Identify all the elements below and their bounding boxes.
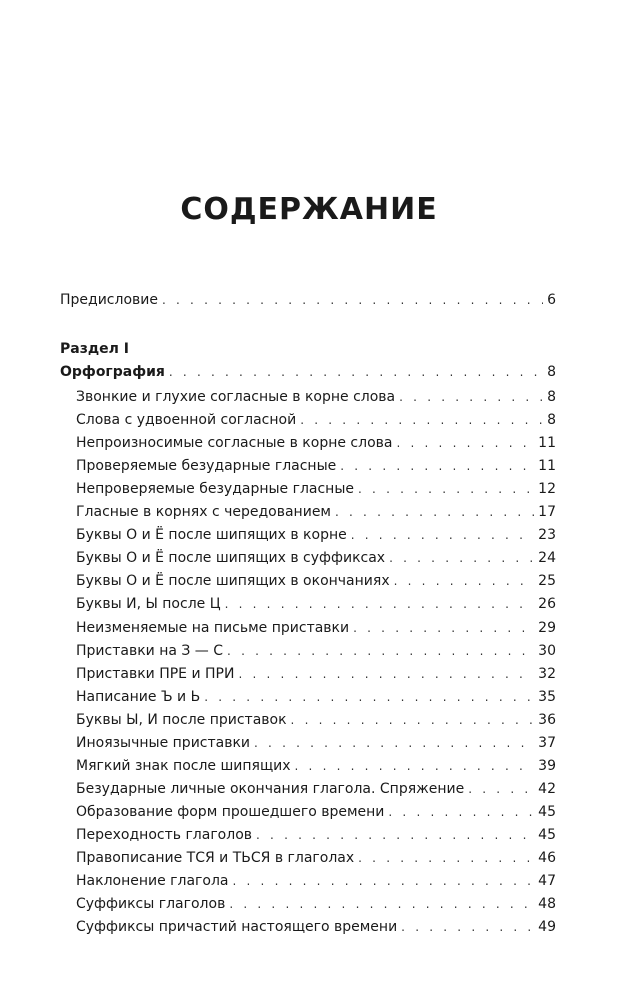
dot-leader (396, 433, 534, 453)
toc-entry[interactable] (76, 525, 556, 545)
toc-entry-title: Наклонение глагола (76, 873, 229, 889)
toc-entry[interactable] (76, 871, 556, 891)
toc-entry-page: 25 (538, 573, 556, 589)
toc-entry-page: 8 (547, 412, 556, 428)
toc-entry[interactable] (76, 618, 556, 638)
toc-entry-page: 49 (538, 919, 556, 935)
dot-leader (225, 594, 535, 614)
toc-entry-page: 35 (538, 689, 556, 705)
toc-entry[interactable] (76, 456, 556, 476)
toc-entry-title: Суффиксы причастий настоящего времени (76, 919, 398, 935)
dot-leader (238, 664, 534, 684)
toc-entry-title: Написание Ъ и Ь (76, 689, 201, 705)
toc-entry-page: 11 (538, 458, 556, 474)
toc-entry-page: 23 (538, 527, 556, 543)
toc-entry[interactable] (76, 641, 556, 661)
toc-entry-title: Суффиксы глаголов (76, 896, 226, 912)
toc-entry-page: 45 (538, 804, 556, 820)
dot-leader (358, 479, 534, 499)
toc-entry-title: Орфография (60, 364, 165, 380)
toc-entry[interactable] (76, 479, 556, 499)
toc-entry-page: 46 (538, 850, 556, 866)
dot-leader (291, 710, 535, 730)
toc-entry[interactable] (76, 917, 556, 937)
toc-entry-page: 45 (538, 827, 556, 843)
toc-entry-page: 11 (538, 435, 556, 451)
toc-entry-title: Буквы Ы, И после приставок (76, 712, 287, 728)
toc-entry-page: 30 (538, 643, 556, 659)
toc-entry[interactable] (76, 571, 556, 591)
toc-entry-page: 36 (538, 712, 556, 728)
toc-entry-title: Непроверяемые безударные гласные (76, 481, 355, 497)
toc-entry-page: 47 (538, 873, 556, 889)
dot-leader (300, 410, 543, 430)
dot-leader (256, 825, 534, 845)
page-title: СОДЕРЖАНИЕ (180, 192, 438, 227)
toc-entry-chapter[interactable] (60, 362, 556, 382)
toc-entry-title: Гласные в корнях с чередованием (76, 504, 331, 520)
dot-leader (229, 894, 534, 914)
dot-leader (227, 641, 534, 661)
toc-entry-page: 32 (538, 666, 556, 682)
dot-leader (204, 687, 534, 707)
dot-leader (399, 387, 543, 407)
toc-entry-title: Проверяемые безударные гласные (76, 458, 337, 474)
toc-entry-title: Звонкие и глухие согласные в корне слова (76, 389, 396, 405)
toc-entry-title: Буквы О и Ё после шипящих в окончаниях (76, 573, 390, 589)
toc-entry-title: Предисловие (60, 292, 158, 308)
toc-entry-page: 48 (538, 896, 556, 912)
toc-entry-page: 6 (547, 292, 556, 308)
toc-entry-title: Правописание ТСЯ и ТЬСЯ в глаголах (76, 850, 355, 866)
dot-leader (468, 779, 534, 799)
toc-entry[interactable] (76, 687, 556, 707)
toc-entry[interactable] (76, 802, 556, 822)
toc-entry-page: 37 (538, 735, 556, 751)
toc-entry[interactable] (76, 548, 556, 568)
toc-entry-preface[interactable] (60, 290, 556, 310)
dot-leader (233, 871, 535, 891)
toc-entry-title: Приставки ПРЕ и ПРИ (76, 666, 235, 682)
toc-entry-title: Буквы О и Ё после шипящих в суффиксах (76, 550, 386, 566)
toc-entry-title: Мягкий знак после шипящих (76, 758, 291, 774)
toc-entry[interactable] (76, 502, 556, 522)
dot-leader (394, 571, 535, 591)
toc-entry[interactable] (76, 594, 556, 614)
toc-entry[interactable] (76, 894, 556, 914)
toc-entry-page: 24 (538, 550, 556, 566)
dot-leader (388, 802, 534, 822)
toc-entry[interactable] (76, 779, 556, 799)
toc-entry-page: 39 (538, 758, 556, 774)
toc-entry-page: 17 (538, 504, 556, 520)
section-label: Раздел I (60, 341, 129, 357)
toc-entry-page: 12 (538, 481, 556, 497)
dot-leader (295, 756, 535, 776)
toc-entry-page: 8 (547, 389, 556, 405)
toc-entry-title: Переходность глаголов (76, 827, 253, 843)
dot-leader (401, 917, 534, 937)
toc-entry-title: Непроизносимые согласные в корне слова (76, 435, 393, 451)
toc-entry-page: 26 (538, 596, 556, 612)
toc-entry-title: Иноязычные приставки (76, 735, 251, 751)
dot-leader (335, 502, 534, 522)
toc-entry[interactable] (76, 710, 556, 730)
toc-entry-page: 42 (538, 781, 556, 797)
dot-leader (340, 456, 534, 476)
toc-entry[interactable] (76, 664, 556, 684)
toc-entry-title: Буквы И, Ы после Ц (76, 596, 221, 612)
dot-leader (353, 618, 534, 638)
toc-entry-title: Приставки на З — С (76, 643, 224, 659)
dot-leader (162, 290, 543, 310)
dot-leader (389, 548, 534, 568)
toc-entry[interactable] (76, 433, 556, 453)
toc-entry[interactable] (76, 756, 556, 776)
toc-entry-page: 8 (547, 364, 556, 380)
toc-entry-title: Буквы О и Ё после шипящих в корне (76, 527, 347, 543)
toc-entry[interactable] (76, 825, 556, 845)
toc-entry[interactable] (76, 387, 556, 407)
dot-leader (358, 848, 534, 868)
dot-leader (351, 525, 534, 545)
toc-entry-page: 29 (538, 620, 556, 636)
dot-leader (169, 362, 543, 382)
toc-entry-title: Неизменяемые на письме приставки (76, 620, 350, 636)
toc-entry[interactable] (76, 848, 556, 868)
toc-entry-title: Безударные личные окончания глагола. Спряжение (76, 781, 465, 797)
toc-entry-title: Образование форм прошедшего времени (76, 804, 385, 820)
toc-entry[interactable] (76, 410, 556, 430)
dot-leader (254, 733, 534, 753)
toc-entry-title: Слова с удвоенной согласной (76, 412, 297, 428)
toc-entry[interactable] (76, 733, 556, 753)
